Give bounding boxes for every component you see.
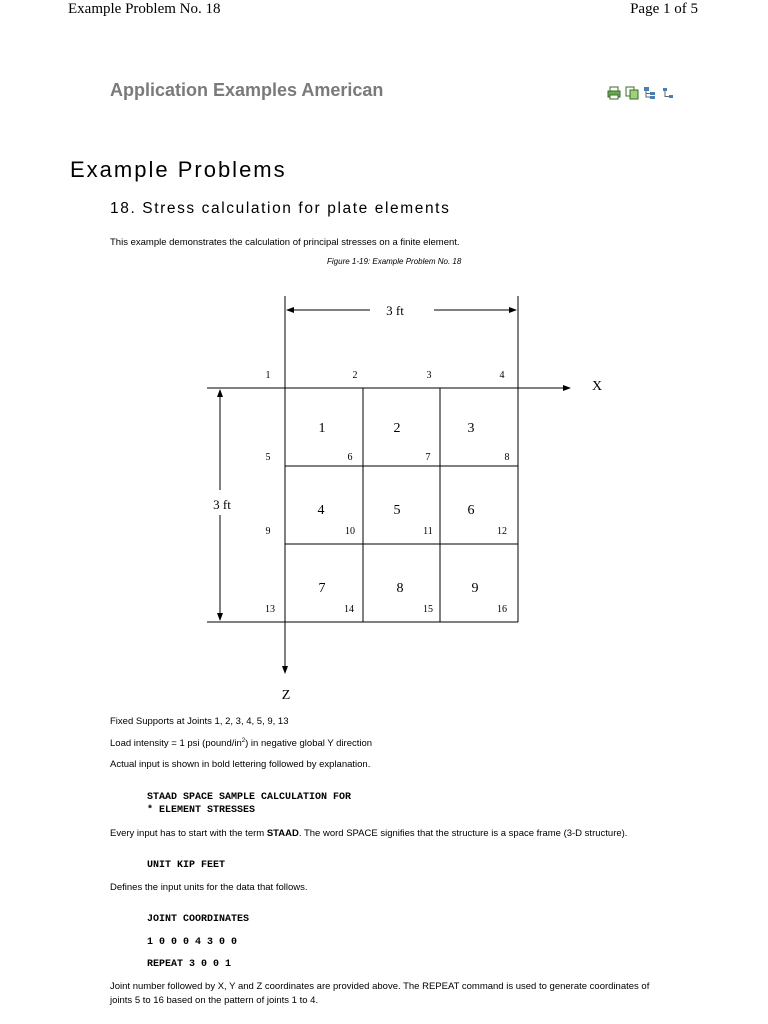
- element-label: 1: [318, 421, 326, 436]
- copy-icon[interactable]: [625, 86, 639, 100]
- element-label: 3: [467, 421, 475, 436]
- explain-joints-line1: Joint number followed by X, Y and Z coordinates are provided above. The REPEAT command is used to generate coordinates of: [110, 981, 650, 992]
- joint-label: 1: [265, 370, 271, 381]
- element-label: 6: [467, 503, 475, 518]
- joint-label: 3: [426, 370, 432, 381]
- joint-label: 16: [497, 604, 507, 615]
- element-label: 9: [471, 581, 479, 596]
- code-staad-line1: STAAD SPACE SAMPLE CALCULATION FOR: [147, 792, 352, 803]
- joint-label: 8: [504, 452, 510, 463]
- element-label: 8: [396, 581, 404, 596]
- page-title: Example Problems: [70, 157, 287, 182]
- joint-label: 9: [265, 526, 271, 537]
- explain-staad-post: . The word SPACE signifies that the structure is a space frame (3-D structure).: [298, 828, 628, 839]
- width-label: 3 ft: [386, 303, 404, 318]
- code-unit: UNIT KIP FEET: [147, 860, 226, 871]
- load-note-post: ) in negative global Y direction: [245, 738, 373, 750]
- element-label: 7: [318, 581, 326, 596]
- load-note-sup: 2: [241, 738, 246, 744]
- header-page-count: Page 1 of 5: [630, 1, 698, 17]
- joint-label: 12: [497, 526, 507, 537]
- joint-label: 7: [425, 452, 431, 463]
- element-label: 5: [393, 503, 401, 518]
- joint-label: 14: [344, 604, 354, 615]
- header-left: Example Problem No. 18: [68, 1, 221, 17]
- joint-label: 5: [265, 452, 271, 463]
- input-note: Actual input is shown in bold lettering followed by explanation.: [110, 759, 371, 770]
- element-label: 2: [393, 421, 401, 436]
- section-title: Application Examples American: [110, 80, 384, 100]
- supports-note: Fixed Supports at Joints 1, 2, 3, 4, 5, 9, 13: [110, 716, 289, 727]
- expand-icon[interactable]: [643, 86, 657, 100]
- explain-staad: [110, 828, 627, 839]
- x-axis-label: X: [592, 379, 603, 394]
- height-label: 3 ft: [213, 497, 231, 512]
- joint-label: 10: [345, 526, 355, 537]
- code-staad-line2: * ELEMENT STRESSES: [147, 805, 256, 816]
- load-note: [110, 738, 372, 749]
- code-joint-line: 1 0 0 0 4 3 0 0: [147, 937, 238, 948]
- intro-text: This example demonstrates the calculation of principal stresses on a finite element.: [110, 237, 460, 248]
- joint-label: 13: [265, 604, 275, 615]
- joint-label: 2: [352, 370, 358, 381]
- code-repeat: REPEAT 3 0 0 1: [147, 959, 232, 970]
- code-joint-coordinates: JOINT COORDINATES: [147, 914, 250, 925]
- load-note-pre: Load intensity = 1 psi (pound/in: [110, 738, 242, 750]
- plate-figure: [0, 280, 768, 710]
- explain-staad-bold: STAAD: [266, 828, 299, 839]
- explain-joints-line2: joints 5 to 16 based on the pattern of joints 1 to 4.: [110, 995, 319, 1006]
- collapse-icon[interactable]: [661, 86, 675, 100]
- joint-label: 6: [347, 452, 353, 463]
- page-subtitle: 18. Stress calculation for plate elements: [110, 200, 451, 217]
- explain-staad-pre: Every input has to start with the term: [110, 828, 267, 839]
- explain-unit: Defines the input units for the data that follows.: [110, 882, 308, 893]
- element-label: 4: [317, 503, 325, 518]
- joint-label: 4: [499, 370, 505, 381]
- z-axis-label: Z: [281, 688, 291, 703]
- joint-label: 11: [423, 526, 433, 537]
- figure-caption: Figure 1-19: Example Problem No. 18: [327, 257, 462, 266]
- joint-label: 15: [423, 604, 433, 615]
- print-icon[interactable]: [607, 86, 621, 100]
- toolbar: [607, 86, 675, 100]
